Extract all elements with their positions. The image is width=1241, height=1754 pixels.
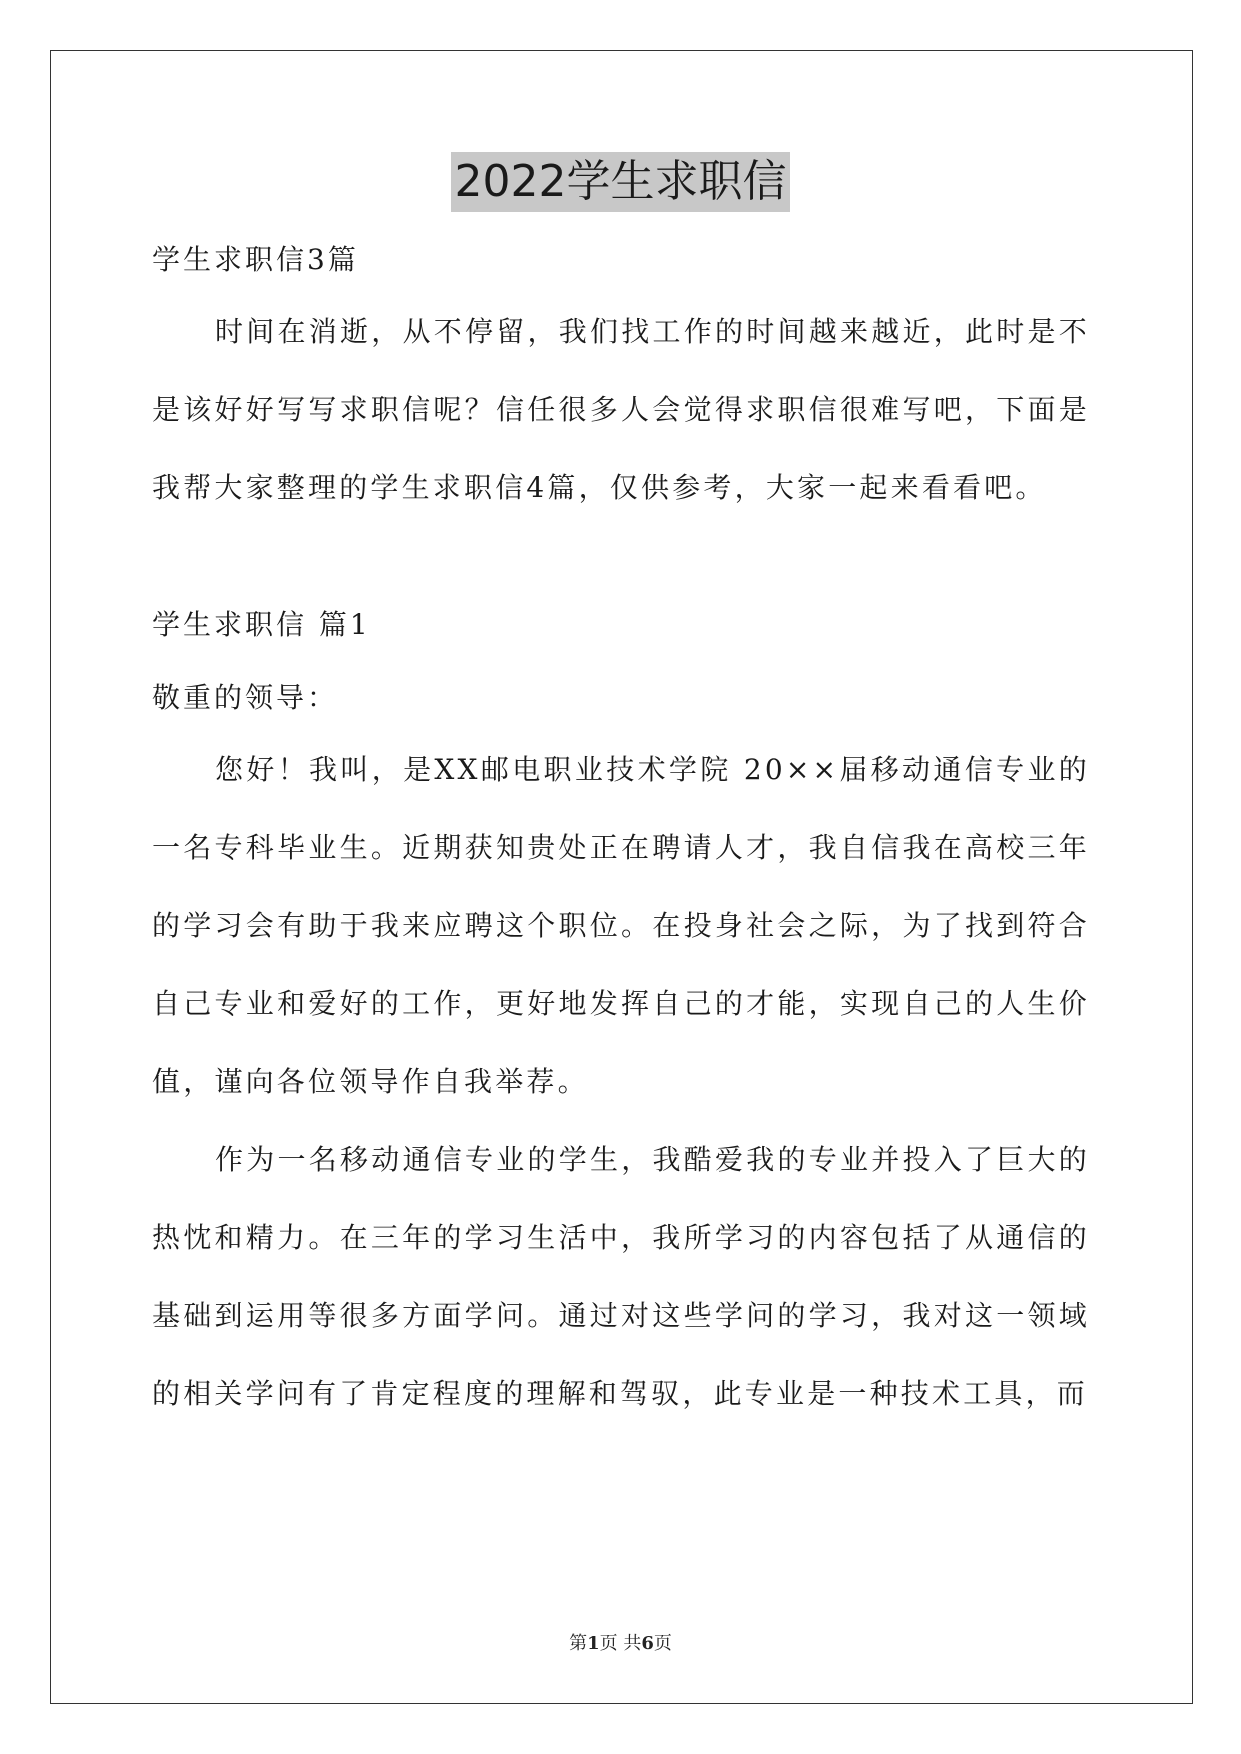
- body-paragraph-1: 您好！我叫，是XX邮电职业技术学院 20××届移动通信专业的一名专科毕业生。近期获知贵处正在聘请人才，我自信我在高校三年的学习会有助于我来应聘这个职位。在投身社会之际，为了找到符合自己专业和爱好的工作，更好地发挥自己的才能，实现自己的人生价值，谨向各位领导作自我举荐。: [152, 753, 1090, 1098]
- document-title: 2022学生求职信: [451, 152, 791, 212]
- footer-page-mid: 页 共: [599, 1633, 642, 1654]
- document-subtitle: 学生求职信3篇: [152, 243, 359, 276]
- footer-page-total: 6: [641, 1633, 654, 1654]
- footer-page-suffix: 页: [653, 1633, 672, 1654]
- salutation: 敬重的领导：: [152, 681, 339, 714]
- intro-paragraph: 时间在消逝，从不停留，我们找工作的时间越来越近，此时是不是该好好写写求职信呢？信任很多人会觉得求职信很难写吧，下面是我帮大家整理的学生求职信4篇，仅供参考，大家一起来看看吧。: [152, 315, 1090, 504]
- title-container: [0, 152, 1241, 212]
- section-heading: 学生求职信 篇1: [152, 608, 371, 641]
- footer-page-prefix: 第: [569, 1633, 588, 1654]
- body-paragraph-2: 作为一名移动通信专业的学生，我酷爱我的专业并投入了巨大的热忱和精力。在三年的学习生活中，我所学习的内容包括了从通信的基础到运用等很多方面学问。通过对这些学问的学习，我对这一领域的相关学问有了肯定程度的理解和驾驭，此专业是一种技术工具，而: [152, 1143, 1090, 1410]
- footer-page-current: 1: [587, 1633, 600, 1654]
- page-footer: [0, 1632, 1241, 1656]
